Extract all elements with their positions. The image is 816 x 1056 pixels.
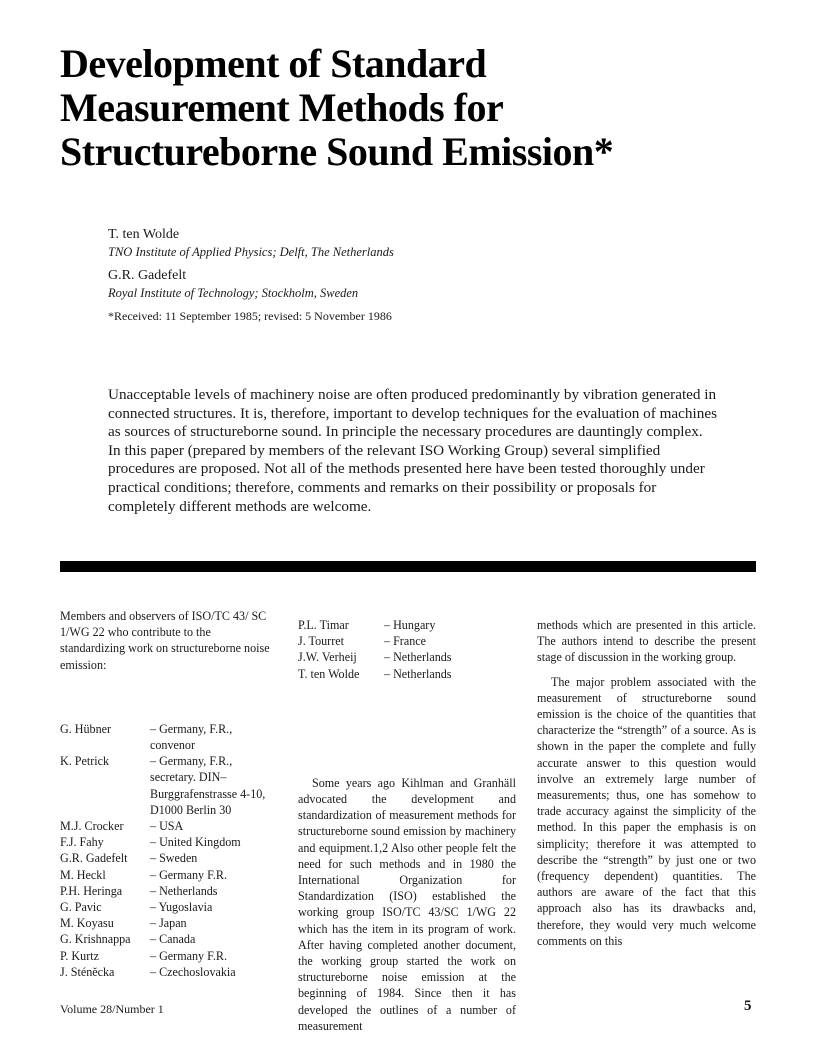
member-name: G. Hübner <box>60 721 112 736</box>
member-name: G. Pavic <box>60 900 102 915</box>
member-name: M. Heckl <box>60 867 106 882</box>
author-affiliation: Royal Institute of Technology; Stockholm, Sweden <box>108 286 359 300</box>
members-list <box>60 721 278 980</box>
page-number: 5 <box>744 998 752 1014</box>
member-name: G.R. Gadefelt <box>60 851 128 866</box>
member-country: – France <box>384 634 426 649</box>
member-country: – Netherlands <box>384 650 452 665</box>
member-country: – Germany F.R. <box>150 867 227 882</box>
member-country: – United Kingdom <box>150 835 241 850</box>
received-note: *Received: 11 September 1985; revised: 5 November 1986 <box>108 309 392 323</box>
author-affiliation: TNO Institute of Applied Physics; Delft, The Netherlands <box>108 245 394 259</box>
member-name: K. Petrick <box>60 754 110 769</box>
member-country: – Sweden <box>150 851 198 866</box>
author-name: G.R. Gadefelt <box>108 268 187 283</box>
member-name: M. Koyasu <box>60 916 114 931</box>
column-3 <box>537 617 756 949</box>
member-country: – Germany F.R. <box>150 948 227 963</box>
member-country: – Canada <box>150 932 196 947</box>
member-name: P.H. Heringa <box>60 883 123 898</box>
member-name: F.J. Fahy <box>60 835 104 850</box>
section-divider <box>60 561 756 572</box>
column-2 <box>298 617 516 1034</box>
member-name: T. ten Wolde <box>298 666 360 681</box>
member-country: – Hungary <box>384 618 436 632</box>
column-1 <box>60 608 278 980</box>
member-country: – Netherlands <box>384 666 452 681</box>
member-country: – Czechoslovakia <box>150 964 236 979</box>
member-country: – Yugoslavia <box>150 900 213 915</box>
member-name: J.W. Verheij <box>298 650 357 665</box>
paper-title <box>60 42 760 174</box>
member-country: – USA <box>150 819 184 834</box>
member-country: – Germany, F.R., convenor <box>150 721 233 753</box>
member-country: – Japan <box>150 916 187 931</box>
member-name: P.L. Timar <box>298 618 349 632</box>
abstract: Unacceptable levels of machinery noise are often produced predominantly by vibration generated in connected structures. It is, therefore, important to develop techniques for the evaluation of machines as sources of structureborne sound. In principle the necessary procedures are dauntingly complex. In this paper (prepared by members of the relevant ISO Working Group) several simplified procedures are proposed. Not all of the methods presented here have been tested thoroughly under practical conditions; therefore, comments and remarks on their possibility or proposals for completely different methods are welcome. <box>108 386 717 515</box>
journal-volume: Volume 28/Number 1 <box>60 1002 164 1016</box>
member-name: P. Kurtz <box>60 948 99 963</box>
member-name: J. Sténĕcka <box>60 964 115 979</box>
member-name: M.J. Crocker <box>60 819 124 834</box>
member-country: – Netherlands <box>150 883 218 898</box>
members-list-continued <box>298 617 516 682</box>
author-name: T. ten Wolde <box>108 227 180 242</box>
member-name: J. Tourret <box>298 634 344 649</box>
body-paragraph: The major problem associated with the measurement of structureborne sound emission is the choice of the quantities that characterize the “strength” of a source. As is shown in the paper the complete and fully accurate answer to this question would involve an extremely large number of measurements; thus, one has somehow to trade accuracy against the simplicity of the method. In this paper the emphasis is on simplicity; therefore it was attempted to describe the “strength” by just one or two (frequency dependent) quantities. The authors are aware of the fact that this approach also has its drawbacks and, therefore, they would very much welcome comments on this <box>537 674 756 948</box>
member-name: G. Krishnappa <box>60 932 131 947</box>
title-line: Measurement Methods for <box>60 85 504 130</box>
body-paragraph: methods which are presented in this article. The authors intend to describe the present stage of discussion in the working group. <box>537 618 756 665</box>
member-country: – Germany, F.R., secretary. DIN–Burggrafenstrasse 4-10, D1000 Berlin 30 <box>150 754 266 817</box>
title-line: Structureborne Sound Emission* <box>60 129 614 174</box>
body-paragraph: Some years ago Kihlman and Granhäll advocated the development and standardization of measurement methods for structureborne sound emission by machinery and equipment.1,2 Also other people felt the need for such methods and in 1980 the International Organization for Standardization (ISO) established the working group ISO/TC 43/SC 1/WG 22 which has the item in its program of work. After having completed another document, the working group started the work on structureborne noise emission at the beginning of 1984. Since then it has developed the outlines of a number of measurement <box>298 775 516 1033</box>
title-line: Development of Standard <box>60 41 487 86</box>
author-block <box>108 226 668 324</box>
members-intro: Members and observers of ISO/TC 43/ SC 1/WG 22 who contribute to the standardizing work on structureborne noise emission: <box>60 609 270 672</box>
